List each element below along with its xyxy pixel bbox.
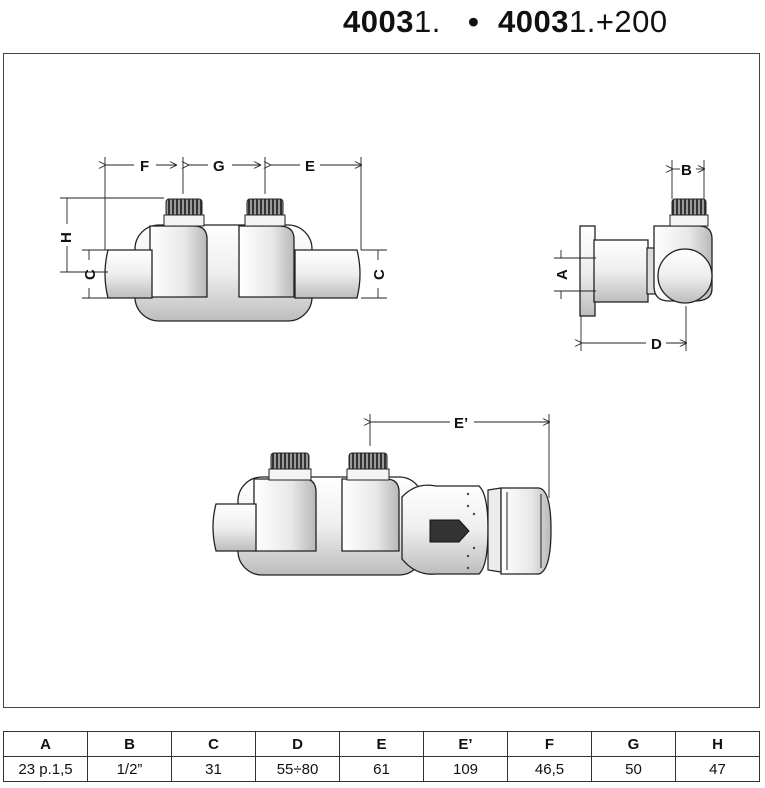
- side-nut: [670, 215, 708, 226]
- side-body: [594, 240, 648, 302]
- side-pipe-end: [658, 249, 712, 303]
- table-cell: 46,5: [508, 757, 592, 782]
- dim-label-a: A: [554, 269, 571, 280]
- table-header-cell: E’: [424, 732, 508, 757]
- title-bullet: •: [468, 4, 480, 39]
- bottom-left-nut: [269, 469, 311, 480]
- dim-label-e-prime: E’: [454, 415, 469, 432]
- table-cell: 47: [676, 757, 760, 782]
- dim-label-e: E: [305, 158, 316, 175]
- bottom-right-elbow: [342, 479, 399, 551]
- table-row: [4, 757, 760, 782]
- thermostatic-knob: [501, 488, 551, 574]
- front-view-with-head: [213, 414, 551, 575]
- dim-label-c-left: C: [82, 269, 99, 280]
- table-cell: 55÷80: [256, 757, 340, 782]
- dim-label-h: H: [58, 232, 75, 243]
- table-header-row: [4, 732, 760, 757]
- front-left-pipe: [105, 250, 152, 298]
- bottom-right-nut: [347, 469, 389, 480]
- table-header-cell: B: [88, 732, 172, 757]
- front-left-nut: [164, 215, 204, 226]
- product-code-title: [0, 4, 765, 44]
- title-right-code: 40031.+200: [498, 4, 668, 39]
- table-header-cell: D: [256, 732, 340, 757]
- dim-label-b: B: [681, 162, 692, 179]
- side-thread: [672, 199, 706, 216]
- table-header-cell: C: [172, 732, 256, 757]
- table-cell: 109: [424, 757, 508, 782]
- bottom-right-thread: [349, 453, 387, 470]
- front-right-elbow: [239, 226, 294, 297]
- bottom-left-elbow: [254, 479, 316, 551]
- front-right-nut: [245, 215, 285, 226]
- bottom-left-thread: [271, 453, 309, 470]
- dim-d: [581, 306, 686, 351]
- table-cell: 1/2”: [88, 757, 172, 782]
- title-left-code: 40031.: [343, 4, 441, 39]
- front-view: [58, 157, 388, 321]
- front-right-thread: [247, 199, 283, 216]
- table-cell: 31: [172, 757, 256, 782]
- front-right-pipe: [295, 250, 360, 298]
- dimensions-table: [3, 731, 760, 782]
- front-left-thread: [166, 199, 202, 216]
- table-header-cell: H: [676, 732, 760, 757]
- table-header-cell: G: [592, 732, 676, 757]
- front-left-elbow: [150, 226, 207, 297]
- technical-drawing: [4, 54, 759, 707]
- thermostatic-head-ring: [488, 488, 501, 572]
- bottom-left-pipe: [213, 504, 256, 551]
- technical-drawing-frame: [3, 53, 760, 708]
- dim-label-g: G: [213, 158, 225, 175]
- table-header-cell: F: [508, 732, 592, 757]
- side-wall-flange: [580, 226, 595, 316]
- table-header-cell: E: [340, 732, 424, 757]
- table-cell: 50: [592, 757, 676, 782]
- dim-label-f: F: [140, 158, 150, 175]
- dim-label-d: D: [651, 336, 662, 353]
- dim-label-c-right: C: [371, 269, 388, 280]
- side-view: [554, 160, 712, 353]
- table-cell: 61: [340, 757, 424, 782]
- table-cell: 23 p.1,5: [4, 757, 88, 782]
- table-header-cell: A: [4, 732, 88, 757]
